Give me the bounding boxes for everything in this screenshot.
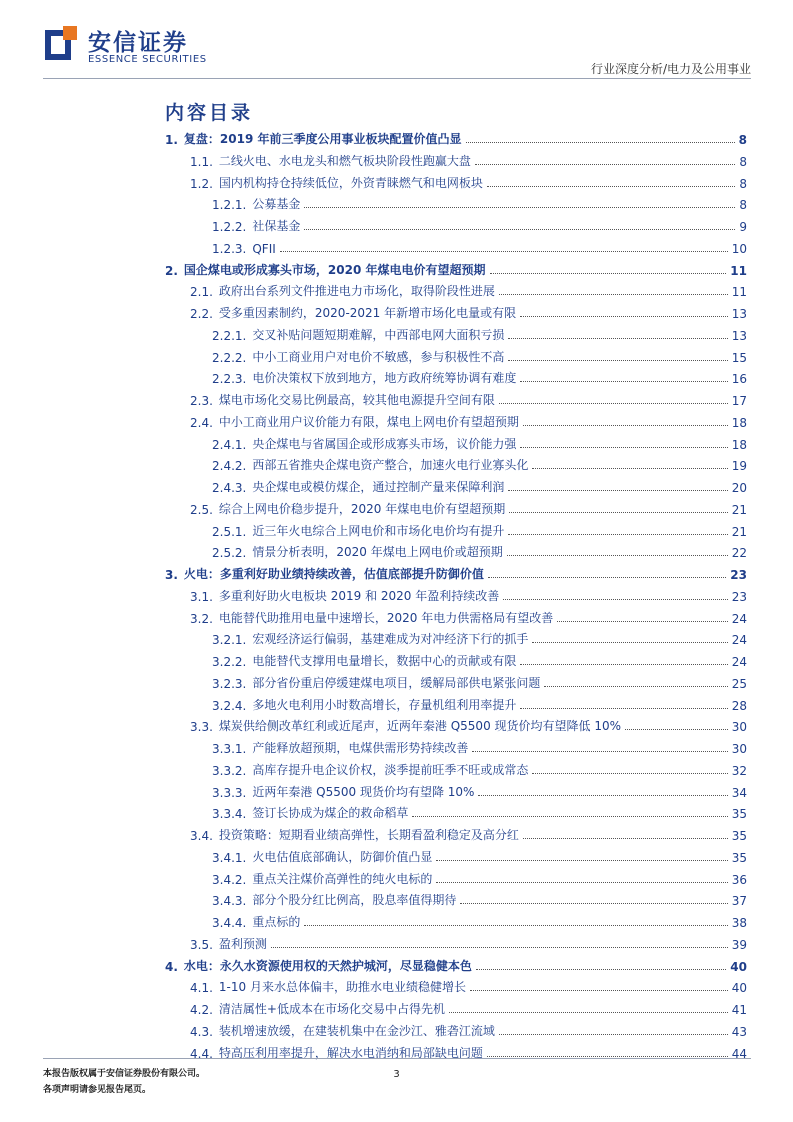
toc-entry-number: 4. (165, 959, 178, 974)
toc-entry-page: 13 (731, 328, 747, 343)
toc-entry-title: 电能替代支撑用电量增长，数据中心的贡献或有限 (252, 654, 517, 668)
toc-entry-title: 签订长协成为煤企的救命稻草 (252, 806, 409, 821)
toc-entry[interactable] (190, 934, 747, 952)
toc-entry-number: 3.3.1. (212, 742, 247, 756)
toc-entry-page: 16 (731, 372, 747, 387)
toc-dot-leader (472, 751, 727, 752)
toc-entry-number: 3.1. (190, 589, 213, 604)
toc-entry[interactable] (212, 434, 747, 452)
toc-entry-title: 煤炭供给侧改革红利或近尾声，近两年秦港 Q5500 现货价均有望降低 10% (218, 719, 622, 734)
toc-dot-leader (499, 294, 728, 295)
toc-dot-leader (503, 599, 727, 600)
toc-entry-title: 国企煤电或形成寡头市场，2020 年煤电电价有望超预期 (183, 262, 486, 277)
toc-entry-title: 央企煤电与省属国企或形成寡头市场，议价能力强 (252, 436, 517, 451)
toc-entry-number: 2.4.3. (212, 481, 247, 495)
toc-dot-leader (508, 490, 727, 491)
toc-entry-title: 西部五省推央企煤电资产整合，加速火电行业寡头化 (252, 458, 529, 473)
disclaimer-notice: 各项声明请参见报告尾页。 (43, 1085, 152, 1095)
toc-entry-page: 20 (731, 481, 747, 495)
toc-dot-leader (508, 360, 727, 361)
toc-entry-number: 3.5. (190, 937, 213, 952)
page-number: 3 (393, 1069, 400, 1080)
toc-entry-number: 1. (165, 133, 178, 147)
toc-entry-title: 盈利预测 (218, 936, 267, 951)
toc-entry[interactable] (212, 803, 747, 821)
footer-divider (43, 1058, 751, 1059)
toc-dot-leader (476, 969, 726, 970)
toc-entry-number: 1.2.3. (212, 241, 247, 256)
toc-entry-title: QFII (252, 241, 276, 256)
toc-entry[interactable] (190, 716, 747, 734)
toc-dot-leader (520, 447, 727, 448)
toc-entry-number: 2.4.2. (212, 459, 247, 474)
toc-entry-page: 21 (731, 524, 747, 539)
toc-entry[interactable] (190, 1021, 747, 1039)
toc-entry-number: 3.4.2. (212, 872, 247, 887)
toc-entry-number: 2.2.1. (212, 328, 247, 343)
toc-dot-leader (499, 1034, 728, 1035)
toc-entry-page: 8 (739, 154, 747, 169)
toc-entry-number: 2.1. (190, 285, 213, 300)
toc-entry-page: 36 (731, 872, 747, 887)
toc-entry-title: 水电：永久水资源使用权的天然护城河，尽显稳健本色 (183, 958, 472, 973)
toc-entry-page: 28 (731, 698, 747, 713)
toc-entry-number: 2.2. (190, 307, 213, 321)
toc-entry-number: 3.2. (190, 611, 213, 626)
toc-entry[interactable] (190, 999, 747, 1017)
toc-entry-page: 35 (731, 850, 747, 865)
toc-entry-title: 重点关注煤价高弹性的纯火电标的 (252, 871, 433, 886)
toc-entry-title: 受多重因素制约，2020-2021 年新增市场化电量或有限 (218, 306, 517, 320)
toc-dot-leader (478, 795, 727, 796)
toc-dot-leader (487, 186, 735, 187)
toc-entry[interactable] (190, 825, 747, 843)
toc-entry-title: 近两年秦港 Q5500 现货价均有望降 10% (252, 784, 475, 799)
toc-entry-title: 电能替代助推用电量中速增长，2020 年电力供需格局有望改善 (218, 610, 554, 625)
toc-entry-page: 24 (731, 611, 747, 626)
brand-name-en: ESSENCE SECURITIES (88, 54, 207, 65)
toc-dot-leader (520, 316, 728, 317)
toc-title: 内容目录 (165, 102, 254, 124)
toc-entry[interactable] (190, 303, 747, 321)
toc-entry-title: 特高压利用率提升，解决水电消纳和局部缺电问题 (218, 1045, 483, 1060)
toc-entry-number: 4.1. (190, 981, 213, 996)
logo-icon (45, 26, 79, 64)
toc-entry-title: 社保基金 (252, 219, 301, 233)
toc-entry-number: 3.4.1. (212, 850, 247, 865)
toc-entry-page: 35 (731, 829, 747, 843)
toc-entry[interactable] (190, 977, 747, 995)
toc-dot-leader (475, 164, 735, 165)
toc-entry-page: 11 (731, 285, 747, 300)
toc-entry-title: 装机增速放缓，在建装机集中在金沙江、雅砻江流域 (218, 1023, 495, 1038)
toc-entry[interactable] (212, 194, 747, 212)
toc-entry[interactable] (212, 695, 747, 713)
toc-entry-page: 8 (738, 133, 747, 147)
toc-entry-page: 22 (731, 546, 747, 561)
toc-dot-leader (520, 664, 727, 665)
toc-entry-page: 44 (731, 1046, 747, 1061)
toc-entry[interactable] (190, 173, 747, 191)
toc-dot-leader (544, 686, 727, 687)
toc-entry-number: 4.4. (190, 1046, 213, 1061)
header-divider (43, 78, 751, 79)
toc-dot-leader (532, 773, 727, 774)
toc-entry-page: 43 (731, 1024, 747, 1039)
toc-entry[interactable] (212, 738, 747, 756)
toc-entry[interactable] (190, 390, 747, 408)
toc-entry-page: 35 (731, 807, 747, 822)
toc-entry-title: 产能释放超预期，电煤供需形势持续改善 (252, 741, 469, 755)
toc-entry-page: 23 (731, 589, 747, 604)
toc-dot-leader (523, 838, 728, 839)
toc-dot-leader (490, 273, 727, 274)
toc-entry[interactable] (190, 586, 747, 604)
toc-entry-number: 3.4. (190, 829, 213, 843)
toc-dot-leader (271, 947, 728, 948)
toc-entry-number: 3.2.4. (212, 698, 247, 713)
toc-entry-number: 3.4.4. (212, 916, 247, 930)
toc-entry-title: 部分省份重启停缓建煤电项目，缓解局部供电紧张问题 (252, 675, 541, 690)
toc-entry[interactable] (212, 216, 747, 234)
toc-entry-number: 3.2.2. (212, 655, 247, 669)
toc-dot-leader (436, 860, 727, 861)
toc-entry[interactable] (212, 847, 747, 865)
toc-dot-leader (532, 468, 727, 469)
toc-entry[interactable] (212, 477, 747, 495)
toc-entry-page: 8 (739, 198, 747, 213)
toc-entry[interactable] (212, 368, 747, 386)
toc-entry[interactable] (165, 956, 747, 974)
toc-entry-title: 近三年火电综合上网电价和市场化电价均有提升 (252, 523, 505, 538)
toc-dot-leader (304, 925, 727, 926)
toc-entry-page: 25 (731, 676, 747, 691)
toc-dot-leader (508, 338, 727, 339)
toc-entry-title: 综合上网电价稳步提升，2020 年煤电电价有望超预期 (218, 501, 506, 516)
toc-entry[interactable] (165, 129, 747, 147)
toc-entry[interactable] (190, 499, 747, 517)
toc-entry-number: 2.5. (190, 502, 213, 517)
toc-dot-leader (625, 729, 728, 730)
toc-entry-title: 投资策略：短期看业绩高弹性，长期看盈利稳定及高分红 (218, 828, 519, 842)
toc-entry-page: 41 (731, 1003, 747, 1017)
toc-entry-page: 9 (739, 220, 747, 234)
toc-entry[interactable] (212, 325, 747, 343)
toc-entry-page: 24 (731, 655, 747, 669)
toc-entry-number: 1.2.1. (212, 198, 247, 213)
toc-entry-title: 清洁属性+低成本在市场化交易中占得先机 (218, 1002, 445, 1016)
toc-entry-page: 17 (731, 394, 747, 408)
toc-entry-number: 3.3. (190, 720, 213, 735)
toc-entry-number: 2.4. (190, 415, 213, 430)
toc-entry-page: 13 (731, 307, 747, 321)
toc-entry-number: 3.3.3. (212, 785, 247, 800)
toc-entry[interactable] (212, 673, 747, 691)
toc-entry-number: 4.2. (190, 1003, 213, 1017)
toc-entry-title: 央企煤电或模仿煤企，通过控制产量来保障利润 (252, 480, 505, 494)
toc-entry-title: 复盘：2019 年前三季度公用事业板块配置价值凸显 (183, 132, 462, 146)
toc-dot-leader (507, 555, 728, 556)
toc-entry-page: 18 (731, 437, 747, 452)
toc-entry-page: 37 (731, 894, 747, 909)
toc-entry-page: 32 (731, 763, 747, 778)
toc-dot-leader (460, 903, 727, 904)
toc-entry-number: 2.5.2. (212, 546, 247, 561)
toc-entry-title: 电价决策权下放到地方，地方政府统筹协调有难度 (252, 371, 517, 386)
toc-entry-page: 19 (731, 459, 747, 474)
toc-dot-leader (304, 229, 735, 230)
toc-entry-page: 34 (731, 785, 747, 800)
toc-dot-leader (499, 403, 728, 404)
toc-dot-leader (280, 251, 728, 252)
toc-entry-title: 宏观经济运行偏弱，基建难成为对冲经济下行的抓手 (252, 632, 529, 647)
toc-entry[interactable] (212, 912, 747, 930)
toc-entry-number: 2.4.1. (212, 437, 247, 452)
toc-entry-number: 2. (165, 263, 178, 278)
toc-entry-title: 煤电市场化交易比例最高，较其他电源提升空间有限 (218, 393, 495, 407)
toc-entry-title: 重点标的 (252, 915, 301, 929)
toc-entry[interactable] (212, 347, 747, 365)
toc-entry-page: 18 (731, 415, 747, 430)
toc-entry-number: 2.3. (190, 394, 213, 408)
toc-entry-title: 部分个股分红比例高，股息率值得期待 (252, 893, 457, 908)
toc-dot-leader (520, 708, 727, 709)
brand-name-cn: 安信证券 (88, 30, 188, 56)
toc-entry[interactable] (190, 412, 747, 430)
toc-entry[interactable] (212, 455, 747, 473)
toc-entry-page: 40 (730, 959, 747, 974)
toc-entry[interactable] (212, 521, 747, 539)
toc-entry-title: 政府出台系列文件推进电力市场化，取得阶段性进展 (218, 284, 495, 299)
toc-entry-page: 38 (731, 916, 747, 930)
toc-entry-number: 4.3. (190, 1024, 213, 1039)
toc-dot-leader (304, 207, 735, 208)
toc-dot-leader (557, 621, 727, 622)
copyright-notice: 本报告版权属于安信证券股份有限公司。 (43, 1069, 206, 1079)
toc-dot-leader (488, 577, 726, 578)
toc-dot-leader (532, 642, 727, 643)
toc-entry[interactable] (190, 151, 747, 169)
toc-entry-title: 情景分析表明，2020 年煤电上网电价或超预期 (252, 545, 503, 560)
toc-entry-page: 10 (731, 241, 747, 256)
report-category: 行业深度分析/电力及公用事业 (590, 62, 751, 76)
toc-dot-leader (523, 425, 728, 426)
toc-entry-number: 3.3.4. (212, 807, 247, 822)
toc-entry[interactable] (212, 782, 747, 800)
toc-entry-title: 1-10 月来水总体偏丰，助推水电业绩稳健增长 (218, 980, 466, 995)
toc-dot-leader (466, 142, 735, 143)
toc-entry[interactable] (165, 564, 747, 582)
toc-entry-page: 40 (731, 981, 747, 996)
toc-dot-leader (436, 882, 727, 883)
toc-entry-title: 二线火电、水电龙头和燃气板块阶段性跑赢大盘 (218, 153, 471, 168)
toc-entry-title: 交叉补贴问题短期难解，中西部电网大面积亏损 (252, 327, 505, 342)
toc-entry-page: 21 (731, 502, 747, 517)
toc-entry-title: 火电：多重利好助业绩持续改善，估值底部提升防御价值 (183, 567, 484, 581)
toc-entry[interactable] (190, 281, 747, 299)
toc-entry-number: 2.2.2. (212, 350, 247, 365)
toc-entry-page: 23 (730, 568, 747, 582)
toc-entry-title: 公募基金 (252, 197, 301, 212)
toc-entry[interactable] (212, 890, 747, 908)
toc-entry[interactable] (212, 238, 747, 256)
toc-entry-title: 多地火电利用小时数高增长，存量机组利用率提升 (252, 697, 517, 712)
toc-entry-number: 3.2.3. (212, 676, 247, 691)
toc-entry-number: 3.4.3. (212, 894, 247, 909)
toc-entry-number: 3. (165, 568, 178, 582)
toc-entry[interactable] (165, 260, 747, 278)
toc-entry-page: 11 (730, 263, 747, 278)
toc-entry-page: 24 (731, 633, 747, 648)
toc-entry-page: 15 (731, 350, 747, 365)
toc-entry[interactable] (212, 869, 747, 887)
toc-entry[interactable] (212, 651, 747, 669)
toc-entry-page: 30 (731, 742, 747, 756)
toc-entry-number: 2.5.1. (212, 524, 247, 539)
toc-dot-leader (509, 512, 727, 513)
toc-entry-title: 多重利好助火电板块 2019 和 2020 年盈利持续改善 (218, 588, 500, 603)
toc-entry-page: 30 (731, 720, 747, 735)
toc-dot-leader (470, 990, 728, 991)
toc-entry-number: 1.2. (190, 176, 213, 191)
toc-entry-title: 中小工商业用户议价能力有限，煤电上网电价有望超预期 (218, 414, 519, 429)
toc-entry-number: 2.2.3. (212, 372, 247, 387)
toc-entry-number: 1.2.2. (212, 220, 247, 234)
toc-entry-page: 8 (739, 176, 747, 191)
toc-entry-number: 3.3.2. (212, 763, 247, 778)
toc-dot-leader (508, 534, 727, 535)
toc-dot-leader (520, 381, 727, 382)
toc-entry[interactable] (212, 760, 747, 778)
toc-entry-title: 火电估值底部确认，防御价值凸显 (252, 849, 433, 864)
toc-dot-leader (412, 816, 727, 817)
toc-entry[interactable] (190, 608, 747, 626)
toc-entry-page: 39 (731, 937, 747, 952)
toc-entry-title: 国内机构持仓持续低位，外资青睐燃气和电网板块 (218, 175, 483, 190)
toc-entry[interactable] (212, 542, 747, 560)
toc-dot-leader (449, 1012, 728, 1013)
toc-entry-number: 1.1. (190, 154, 213, 169)
toc-entry-title: 中小工商业用户对电价不敏感，参与积极性不高 (252, 349, 505, 364)
toc-entry-number: 3.2.1. (212, 633, 247, 648)
toc-dot-leader (487, 1056, 728, 1057)
toc-entry-title: 高库存提升电企议价权，淡季提前旺季不旺或成常态 (252, 762, 529, 777)
toc-entry[interactable] (212, 629, 747, 647)
